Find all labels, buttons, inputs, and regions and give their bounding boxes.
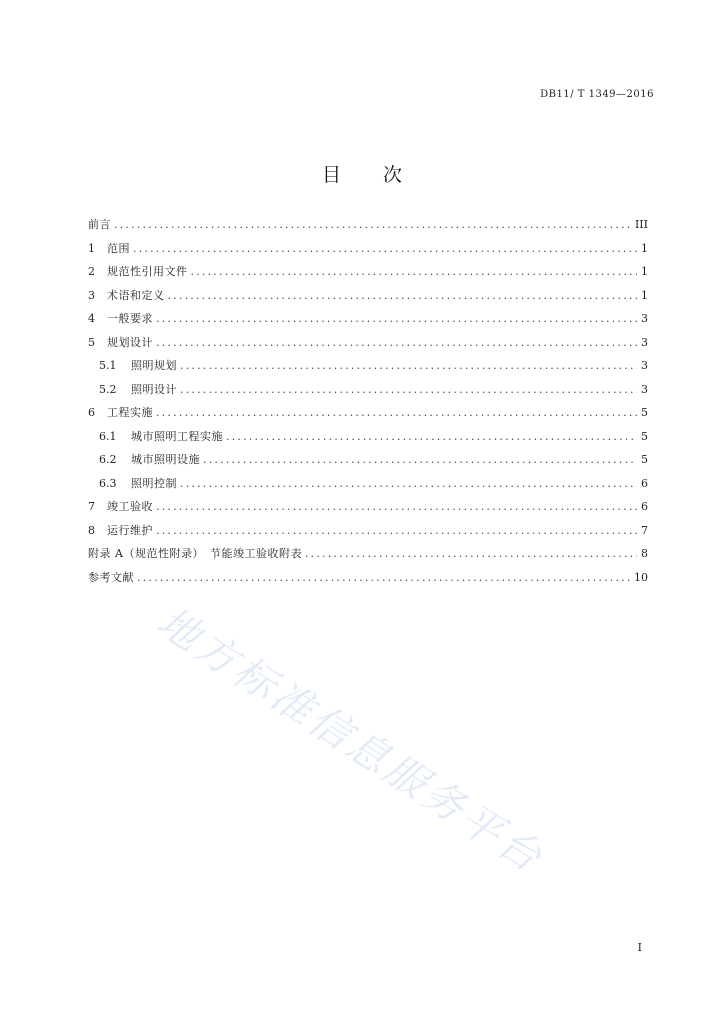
toc-entry-page: 5 bbox=[641, 453, 648, 466]
toc-entry-label: 附录 A（规范性附录） 节能竣工验收附表 bbox=[88, 547, 302, 560]
watermark: 地方标准信息服务平台 bbox=[148, 597, 553, 883]
toc-title: 目 次 bbox=[321, 164, 421, 186]
toc-entry-page: 1 bbox=[641, 265, 648, 278]
toc-leader-dots bbox=[133, 242, 637, 255]
toc-leader-dots bbox=[203, 453, 637, 466]
toc-entry[interactable] bbox=[88, 498, 648, 522]
toc-leader-dots bbox=[137, 571, 631, 584]
toc-entry-label: 规划设计 bbox=[107, 335, 153, 349]
toc-entry-label: 运行维护 bbox=[107, 523, 153, 537]
toc-leader-dots bbox=[305, 547, 637, 560]
toc-entry-page: 6 bbox=[641, 476, 648, 490]
toc-entry[interactable] bbox=[88, 334, 648, 358]
toc-entry[interactable] bbox=[88, 545, 648, 569]
toc-entry-page: 3 bbox=[641, 312, 648, 325]
toc-leader-dots bbox=[156, 336, 637, 349]
toc-entry-number: 8 bbox=[88, 523, 95, 537]
toc-leader-dots bbox=[191, 265, 638, 278]
toc-entry-page: 5 bbox=[641, 406, 648, 419]
document-code: DB11/ T 1349—2016 bbox=[540, 89, 654, 100]
toc-entry-label: 前言 bbox=[88, 218, 111, 231]
toc-entry-page: 1 bbox=[641, 288, 648, 302]
toc-entry-label: 城市照明工程实施 bbox=[131, 429, 223, 443]
toc-entry-page: 7 bbox=[641, 523, 648, 537]
toc-entry[interactable] bbox=[88, 475, 648, 499]
toc-entry-page: 3 bbox=[641, 335, 648, 349]
toc-entry-label: 范围 bbox=[107, 241, 130, 255]
toc-leader-dots bbox=[156, 312, 637, 325]
toc-entry-page: 5 bbox=[641, 429, 648, 443]
toc-entry[interactable] bbox=[88, 569, 648, 593]
toc-entry-number: 7 bbox=[88, 500, 95, 513]
toc-entry-number: 4 bbox=[88, 312, 95, 325]
toc-entry-number: 3 bbox=[88, 288, 95, 302]
toc-leader-dots bbox=[114, 218, 632, 231]
toc-entry-page: 8 bbox=[641, 547, 648, 560]
toc-entry[interactable] bbox=[88, 357, 648, 381]
toc-entry[interactable] bbox=[88, 451, 648, 475]
toc-leader-dots bbox=[180, 383, 637, 396]
toc-entry-page: III bbox=[634, 218, 648, 231]
toc-entry-label: 术语和定义 bbox=[107, 288, 165, 302]
toc-entry-label: 照明规划 bbox=[131, 359, 177, 372]
page-number: I bbox=[637, 941, 642, 954]
toc-entry-number: 6.3 bbox=[99, 476, 117, 490]
toc-entry[interactable] bbox=[88, 263, 648, 287]
toc-entry[interactable] bbox=[88, 404, 648, 428]
toc-leader-dots bbox=[156, 524, 637, 537]
toc-entry-number: 6.1 bbox=[99, 429, 117, 443]
toc-entry-number: 5.2 bbox=[99, 382, 117, 396]
toc-entry-number: 5 bbox=[88, 335, 95, 349]
toc-entry-number: 6 bbox=[88, 406, 95, 419]
toc-entry[interactable] bbox=[88, 428, 648, 452]
toc-entry-label: 一般要求 bbox=[107, 312, 153, 325]
toc-entry-label: 城市照明设施 bbox=[131, 453, 200, 466]
toc-entry-number: 6.2 bbox=[99, 453, 117, 466]
toc-entry-label: 参考文献 bbox=[88, 570, 134, 584]
toc-leader-dots bbox=[156, 406, 637, 419]
toc-entry-label: 竣工验收 bbox=[107, 500, 153, 513]
toc-entry[interactable] bbox=[88, 287, 648, 311]
toc-entry-label: 规范性引用文件 bbox=[107, 265, 188, 278]
toc-entry-page: 1 bbox=[641, 241, 648, 255]
toc-entry-number: 2 bbox=[88, 265, 95, 278]
toc-entry-label: 照明控制 bbox=[131, 476, 177, 490]
toc-entry-page: 3 bbox=[641, 382, 648, 396]
toc-leader-dots bbox=[180, 477, 637, 490]
toc-entry[interactable] bbox=[88, 240, 648, 264]
toc-leader-dots bbox=[180, 359, 637, 372]
toc-entry-page: 10 bbox=[634, 570, 648, 584]
toc-leader-dots bbox=[168, 289, 638, 302]
toc-entry[interactable] bbox=[88, 522, 648, 546]
toc-entry[interactable] bbox=[88, 381, 648, 405]
toc-entry-label: 照明设计 bbox=[131, 382, 177, 396]
toc-entry-label: 工程实施 bbox=[107, 406, 153, 419]
toc-entry-number: 1 bbox=[88, 241, 95, 255]
toc-leader-dots bbox=[156, 500, 637, 513]
toc-entry-page: 6 bbox=[641, 500, 648, 513]
toc-entry[interactable] bbox=[88, 216, 648, 240]
toc-leader-dots bbox=[226, 430, 637, 443]
toc-entry[interactable] bbox=[88, 310, 648, 334]
toc-entry-page: 3 bbox=[641, 359, 648, 372]
table-of-contents bbox=[88, 216, 648, 592]
toc-entry-number: 5.1 bbox=[99, 359, 117, 372]
